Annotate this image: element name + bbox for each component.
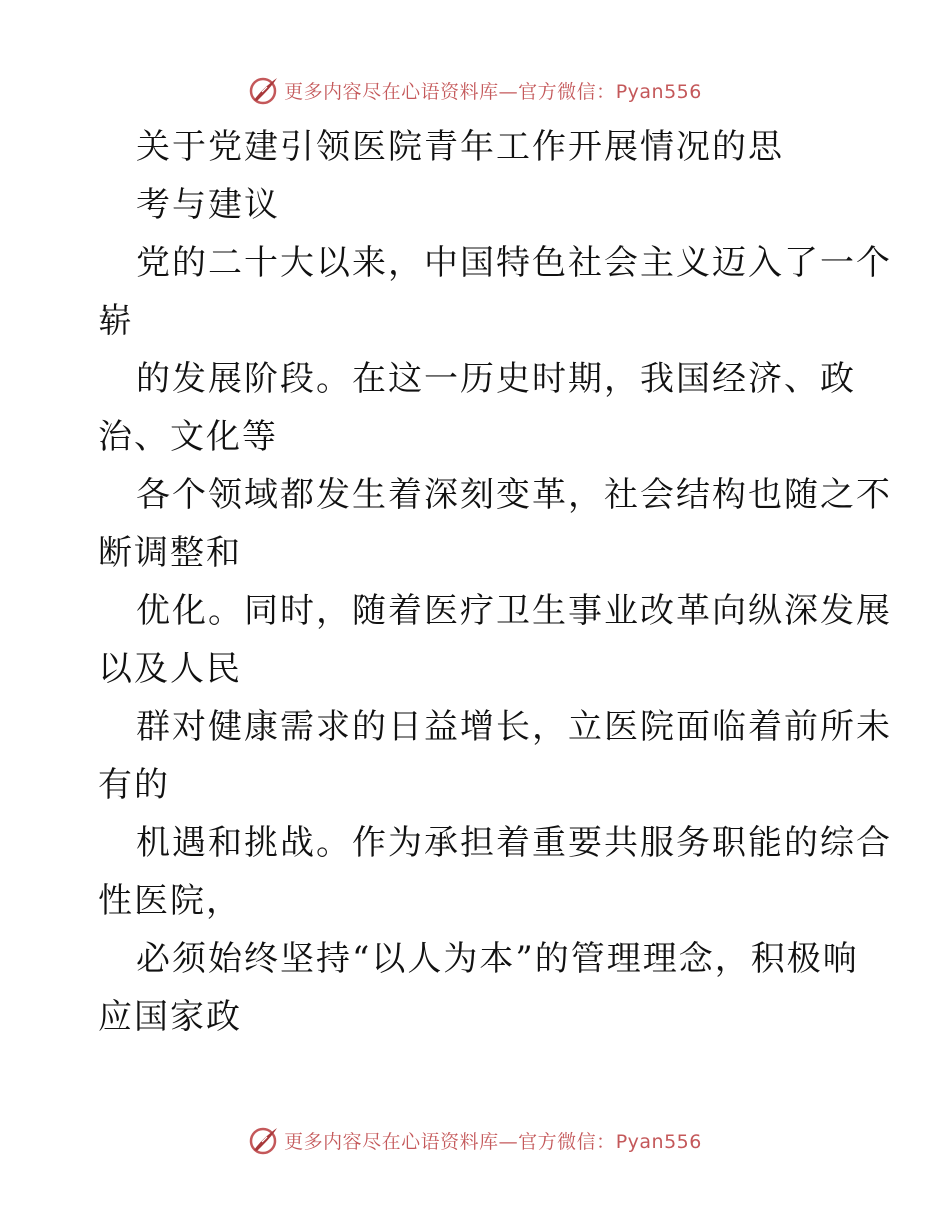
paragraph-line: 的发展阶段。在这一历史时期，我国经济、政: [136, 359, 856, 399]
paragraph-line: 党的二十大以来，中国特色社会主义迈入了一个: [136, 243, 892, 283]
quill-pen-logo-icon: [248, 74, 280, 106]
banner-separator: —: [498, 80, 519, 103]
paragraph-line: 断调整和: [98, 533, 242, 573]
paragraph-line: 机遇和挑战。作为承担着重要共服务职能的综合: [136, 823, 892, 863]
banner-text: [284, 1127, 702, 1154]
banner-wechat-label: 官方微信：: [518, 80, 616, 103]
paragraph-line: 性医院，: [98, 881, 242, 921]
paragraph-line: 治、文化等: [98, 417, 278, 457]
quill-pen-logo-icon: [248, 1124, 280, 1156]
title-line-1: 关于党建引领医院青年工作开展情况的思: [136, 127, 784, 167]
banner-wechat-id: Pyan556: [615, 80, 702, 103]
paragraph-line: 以及人民: [98, 649, 242, 689]
paragraph-line: 必须始终坚持“以人为本”的管理理念，积极响: [136, 939, 859, 979]
banner-separator: —: [498, 1130, 519, 1153]
paragraph-line: 崭: [98, 301, 134, 341]
paragraph-line: 各个领域都发生着深刻变革，社会结构也随之不: [136, 475, 892, 515]
header-banner: [0, 70, 950, 110]
paragraph-line: 有的: [98, 765, 170, 805]
paragraph-line: 优化。同时，随着医疗卫生事业改革向纵深发展: [136, 591, 892, 631]
paragraph-line: 群对健康需求的日益增长，立医院面临着前所未: [136, 707, 892, 747]
document-body: [98, 118, 892, 1046]
banner-text: [284, 77, 702, 104]
banner-main-text: 更多内容尽在心语资料库: [284, 80, 499, 103]
banner-wechat-id: Pyan556: [615, 1130, 702, 1153]
banner-main-text: 更多内容尽在心语资料库: [284, 1130, 499, 1153]
paragraph-line: 应国家政: [98, 997, 242, 1037]
title-line-2: 考与建议: [136, 185, 280, 225]
footer-banner: [0, 1120, 950, 1160]
banner-wechat-label: 官方微信：: [518, 1130, 616, 1153]
